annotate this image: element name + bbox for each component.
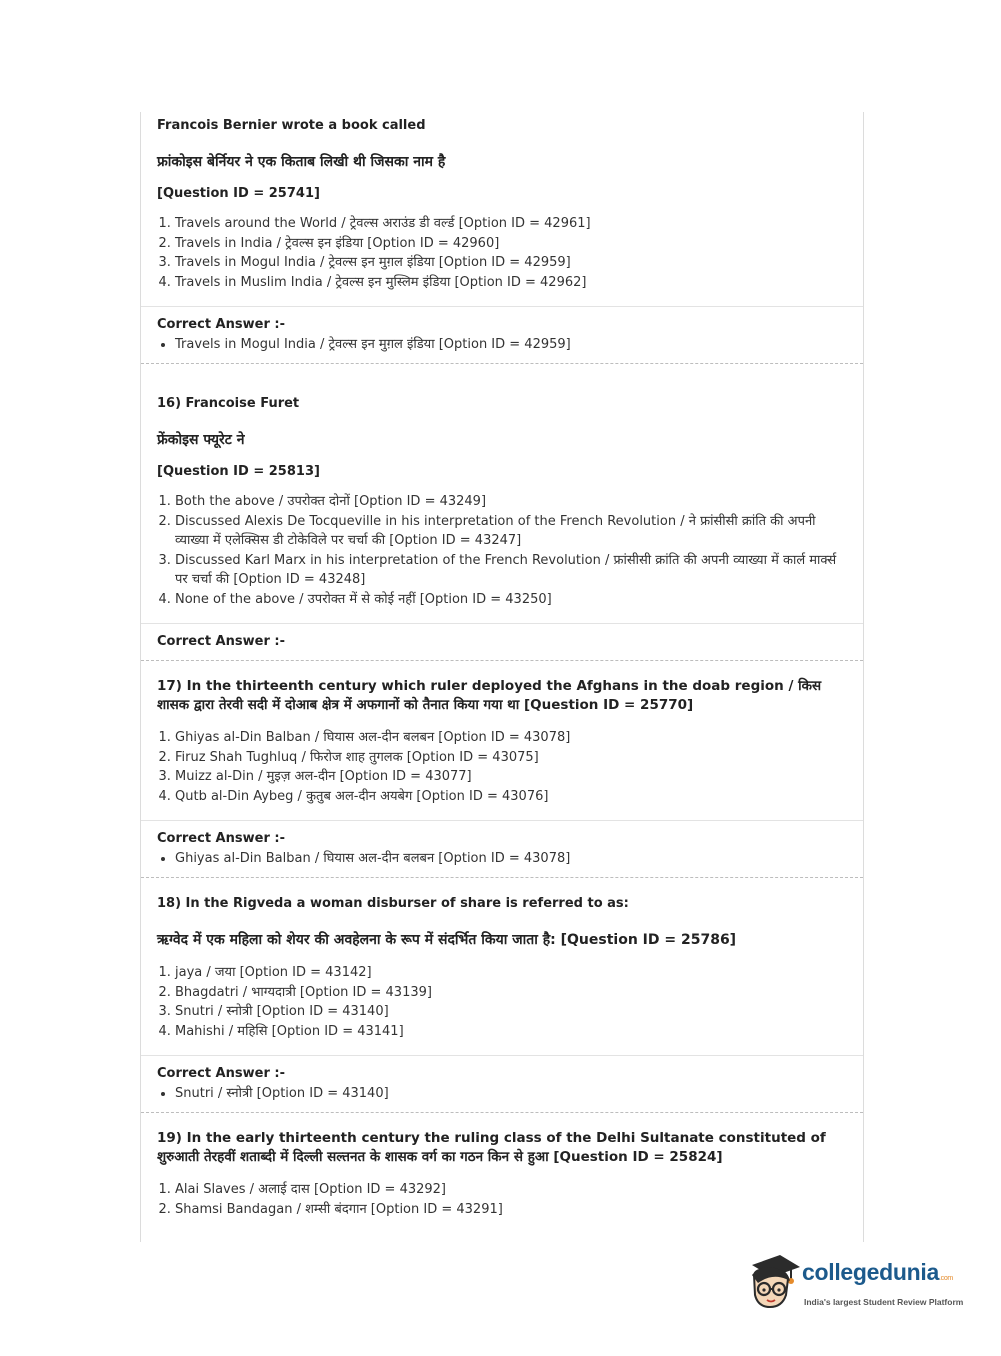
correct-answer-block <box>141 1056 863 1112</box>
correct-answer-label: Correct Answer :- <box>157 317 285 332</box>
option: 4. None of the above / उपरोक्त में से कोई नहीं [Option ID = 43250] <box>175 590 847 610</box>
option: 4. Qutb al-Din Aybeg / कुतुब अल-दीन अयबेग [Option ID = 43076] <box>175 787 847 807</box>
question-id: [Question ID = 25741] <box>157 186 320 201</box>
question-title: Francois Bernier wrote a book called <box>157 118 426 133</box>
options-list <box>157 492 847 609</box>
correct-answer: • Snutri / स्नोत्री [Option ID = 43140] <box>175 1084 847 1104</box>
question-19 <box>141 1113 863 1219</box>
option: 4. Travels in Muslim India / ट्रेवल्स इन मुस्लिम इंडिया [Option ID = 42962] <box>175 273 847 293</box>
collegedunia-logo <box>742 1247 968 1315</box>
question-id: [Question ID = 25813] <box>157 464 320 479</box>
correct-answer-list <box>157 1084 847 1104</box>
option: 2. Shamsi Bandagan / शम्सी बंदगान [Option ID = 43291] <box>175 1200 847 1220</box>
option: 3. Snutri / स्नोत्री [Option ID = 43140] <box>175 1002 847 1022</box>
option: 1. Both the above / उपरोक्त दोनों [Option ID = 43249] <box>175 492 847 512</box>
option: 1. jaya / जया [Option ID = 43142] <box>175 963 847 983</box>
correct-answer-list <box>157 335 847 355</box>
question-title: 18) In the Rigveda a woman disburser of share is referred to as: <box>157 896 629 911</box>
question-16 <box>141 364 863 609</box>
correct-answer: • Ghiyas al-Din Balban / घियास अल-दीन बलबन [Option ID = 43078] <box>175 849 847 869</box>
question-title: 17) In the thirteenth century which ruler deployed the Afghans in the doab region / किस शासक द्वारा तेरवी सदी में दोआब क्षेत्र में अफगानों को तैनात किया गया था [Question ID = 25770] <box>157 678 822 713</box>
mascot-icon <box>742 1249 804 1311</box>
option: 2. Discussed Alexis De Tocqueville in his interpretation of the French Revolution / ने फ्रांसीसी क्रांति की अपनी व्याख्या में एलेक्सिस डी टोकेविले पर चर्चा की [Option ID = 43247] <box>175 512 847 551</box>
question-hindi: फ्रांकोइस बेर्नियर ने एक किताब लिखी थी जिसका नाम है <box>157 154 446 170</box>
correct-answer-label: Correct Answer :- <box>157 1066 285 1081</box>
correct-answer-label: Correct Answer :- <box>157 831 285 846</box>
option: 2. Bhagdatri / भाग्यदात्री [Option ID = 43139] <box>175 983 847 1003</box>
option: 1. Travels around the World / ट्रेवल्स अराउंड डी वर्ल्ड [Option ID = 42961] <box>175 214 847 234</box>
question-title: 19) In the early thirteenth century the ruling class of the Delhi Sultanate constituted of शुरुआती तेरहवीं शताब्दी में दिल्ली सल्तनत के शासक वर्ग का गठन किन से हुआ [Question ID = 25824] <box>157 1130 826 1165</box>
options-list <box>157 214 847 292</box>
option: 2. Travels in India / ट्रेवल्स इन इंडिया [Option ID = 42960] <box>175 234 847 254</box>
option: 3. Discussed Karl Marx in his interpretation of the French Revolution / फ्रांसीसी क्रांति की अपनी व्याख्या में कार्ल मार्क्स पर चर्चा की [Option ID = 43248] <box>175 551 847 590</box>
logo-suffix: .com <box>938 1275 953 1282</box>
question-15 <box>141 112 863 292</box>
options-list <box>157 963 847 1041</box>
logo-name: collegedunia <box>802 1259 939 1285</box>
options-list <box>157 1180 847 1219</box>
question-paper-page <box>140 112 864 1242</box>
correct-answer-block <box>141 821 863 877</box>
option: 3. Travels in Mogul India / ट्रेवल्स इन मुग़ल इंडिया [Option ID = 42959] <box>175 253 847 273</box>
question-hindi: ऋग्वेद में एक महिला को शेयर की अवहेलना के रूप में संदर्भित किया जाता है: [Question ID = 25786] <box>157 932 737 948</box>
correct-answer: • Travels in Mogul India / ट्रेवल्स इन मुग़ल इंडिया [Option ID = 42959] <box>175 335 847 355</box>
question-17 <box>141 661 863 806</box>
correct-answer-label: Correct Answer :- <box>157 634 285 649</box>
logo-wordmark <box>802 1259 953 1286</box>
correct-answer-block <box>141 307 863 363</box>
option: 2. Firuz Shah Tughluq / फिरोज शाह तुगलक [Option ID = 43075] <box>175 748 847 768</box>
question-title: 16) Francoise Furet <box>157 396 300 411</box>
option: 1. Alai Slaves / अलाई दास [Option ID = 43292] <box>175 1180 847 1200</box>
logo-tagline: India's largest Student Review Platform <box>804 1297 964 1307</box>
options-list <box>157 728 847 806</box>
option: 3. Muizz al-Din / मुइज़ अल-दीन [Option ID = 43077] <box>175 767 847 787</box>
correct-answer-block <box>141 624 863 660</box>
correct-answer-list <box>157 849 847 869</box>
option: 4. Mahishi / महिसि [Option ID = 43141] <box>175 1022 847 1042</box>
option: 1. Ghiyas al-Din Balban / घियास अल-दीन बलबन [Option ID = 43078] <box>175 728 847 748</box>
question-18 <box>141 878 863 1041</box>
question-hindi: फ्रेंकोइस फ्यूरेट ने <box>157 432 245 448</box>
